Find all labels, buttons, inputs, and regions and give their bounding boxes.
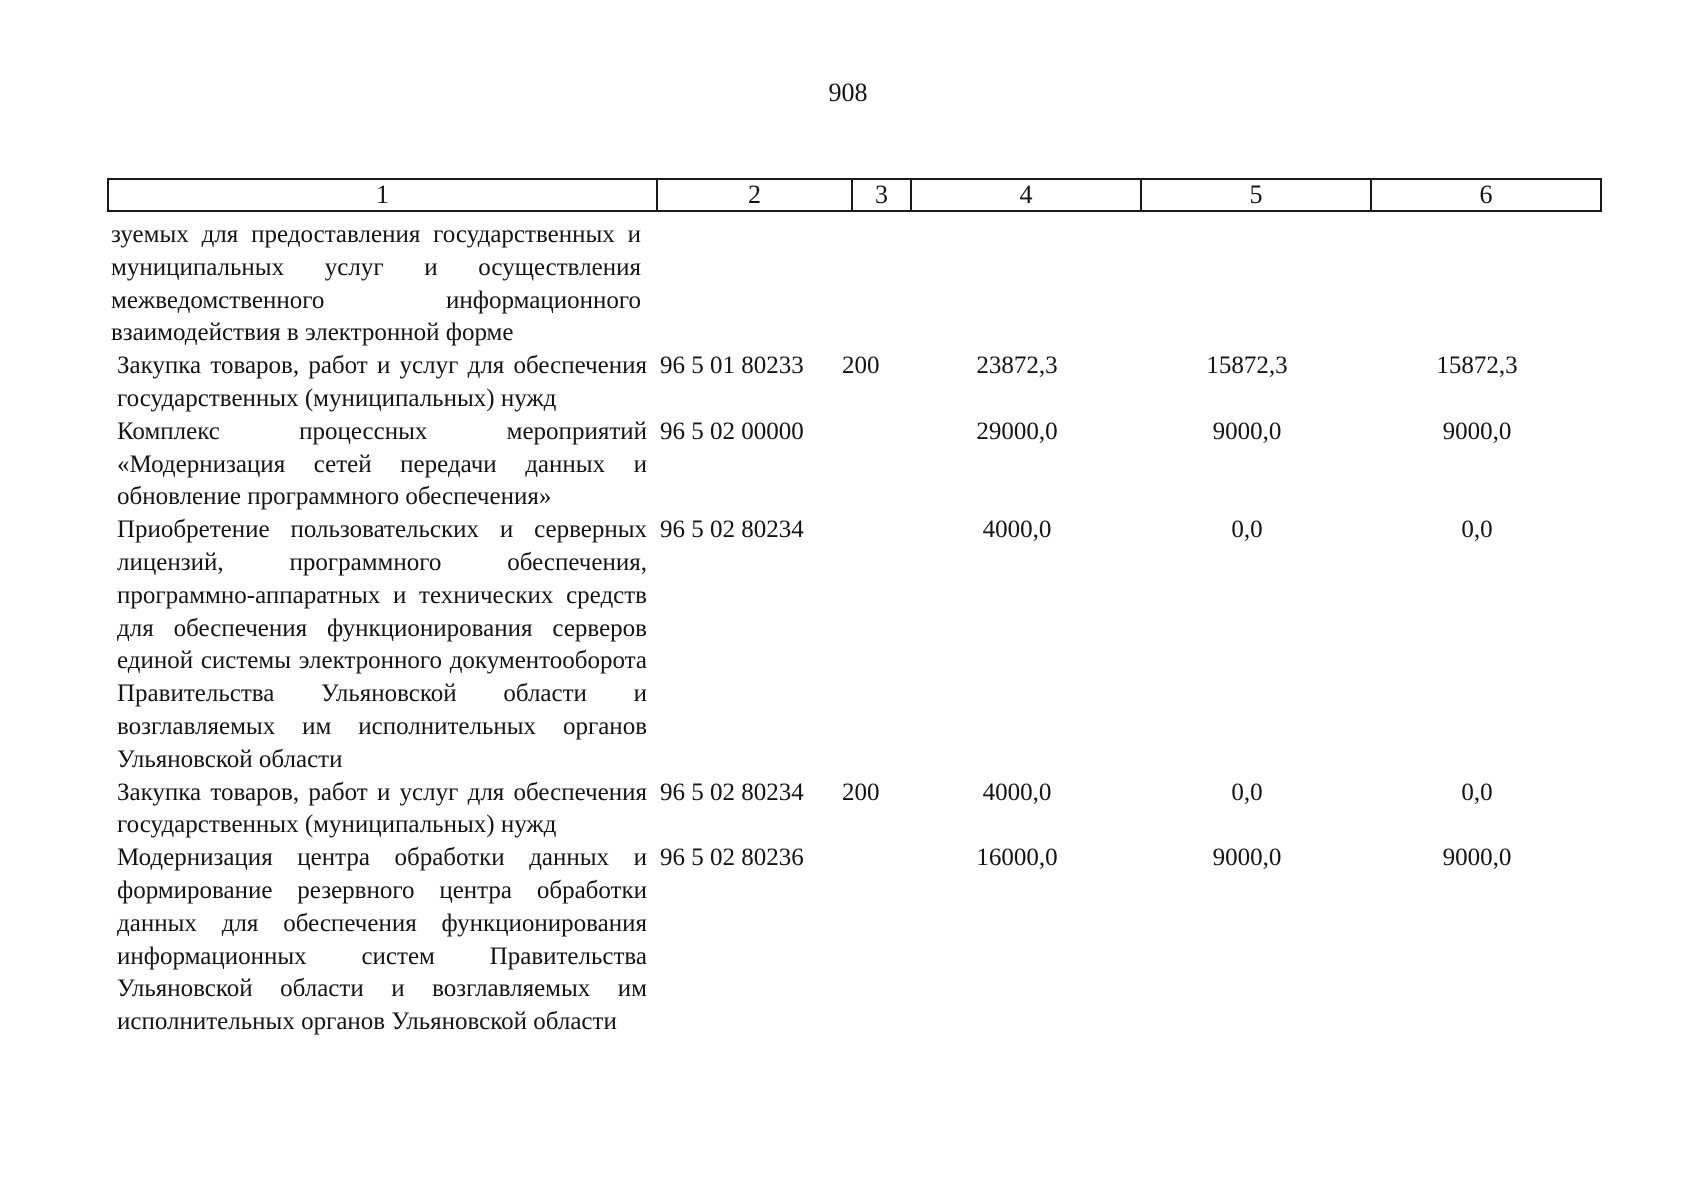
table-body [111, 219, 1597, 1039]
row-name: Приобретение пользовательских и серверных лицензий, программного обеспечения, программно-аппаратных и технических средств для обеспечения функционирования серверов единой системы электронного документооборота Правительства Ульяновской области и возглавляемых им исполнительных органов Ульяновской области [117, 516, 647, 773]
header-col-3: 3 [852, 179, 911, 211]
row-value-col4: 29000,0 [976, 417, 1058, 445]
table-row [117, 416, 1597, 514]
table-row [111, 219, 1597, 350]
row-value-col5: 0,0 [1231, 516, 1263, 544]
row-value-col4: 23872,3 [976, 352, 1058, 380]
row-value-col6: 9000,0 [1442, 417, 1512, 445]
row-value-col6: 0,0 [1461, 516, 1493, 544]
header-col-1: 1 [108, 179, 657, 211]
row-expense-type: 200 [842, 352, 880, 380]
row-target-code: 96 5 02 00000 [660, 417, 804, 445]
header-row [108, 179, 1601, 211]
row-value-col4: 4000,0 [982, 516, 1052, 544]
row-value-col5: 0,0 [1231, 778, 1263, 806]
row-value-col5: 9000,0 [1212, 844, 1282, 872]
row-target-code: 96 5 02 80236 [660, 844, 804, 872]
row-value-col5: 9000,0 [1212, 417, 1282, 445]
table-row [117, 514, 1597, 776]
table-row [117, 350, 1597, 416]
row-name: Модернизация центра обработки данных и формирование резервного центра обработки данных для обеспечения функционирования информационных систем Правительства Ульяновской области и возглавляемых им исполнительных органов Ульяновской области [117, 844, 647, 1036]
row-expense-type: 200 [842, 778, 880, 806]
row-target-code: 96 5 01 80233 [660, 352, 804, 380]
header-col-5: 5 [1141, 179, 1371, 211]
header-col-4: 4 [911, 179, 1141, 211]
header-col-6: 6 [1371, 179, 1601, 211]
row-name: Закупка товаров, работ и услуг для обеспечения государственных (муниципальных) нужд [117, 778, 647, 839]
row-value-col6: 9000,0 [1442, 844, 1512, 872]
row-value-col4: 16000,0 [976, 844, 1058, 872]
header-col-2: 2 [657, 179, 852, 211]
page-number: 908 [828, 78, 868, 107]
row-name: Комплекс процессных мероприятий «Модернизация сетей передачи данных и обновление программного обеспечения» [117, 417, 647, 511]
row-name: зуемых для предоставления государственных и муниципальных услуг и осуществления межведомственного информационного взаимодействия в электронной форме [111, 221, 641, 347]
row-value-col5: 15872,3 [1206, 352, 1288, 380]
table-row [117, 842, 1597, 1039]
row-value-col6: 15872,3 [1436, 352, 1518, 380]
row-value-col4: 4000,0 [982, 778, 1052, 806]
row-target-code: 96 5 02 80234 [660, 516, 804, 544]
column-number-header [107, 178, 1602, 212]
row-value-col6: 0,0 [1461, 778, 1493, 806]
row-target-code: 96 5 02 80234 [660, 778, 804, 806]
table-row [117, 777, 1597, 843]
row-name: Закупка товаров, работ и услуг для обеспечения государственных (муниципальных) нужд [117, 352, 647, 412]
